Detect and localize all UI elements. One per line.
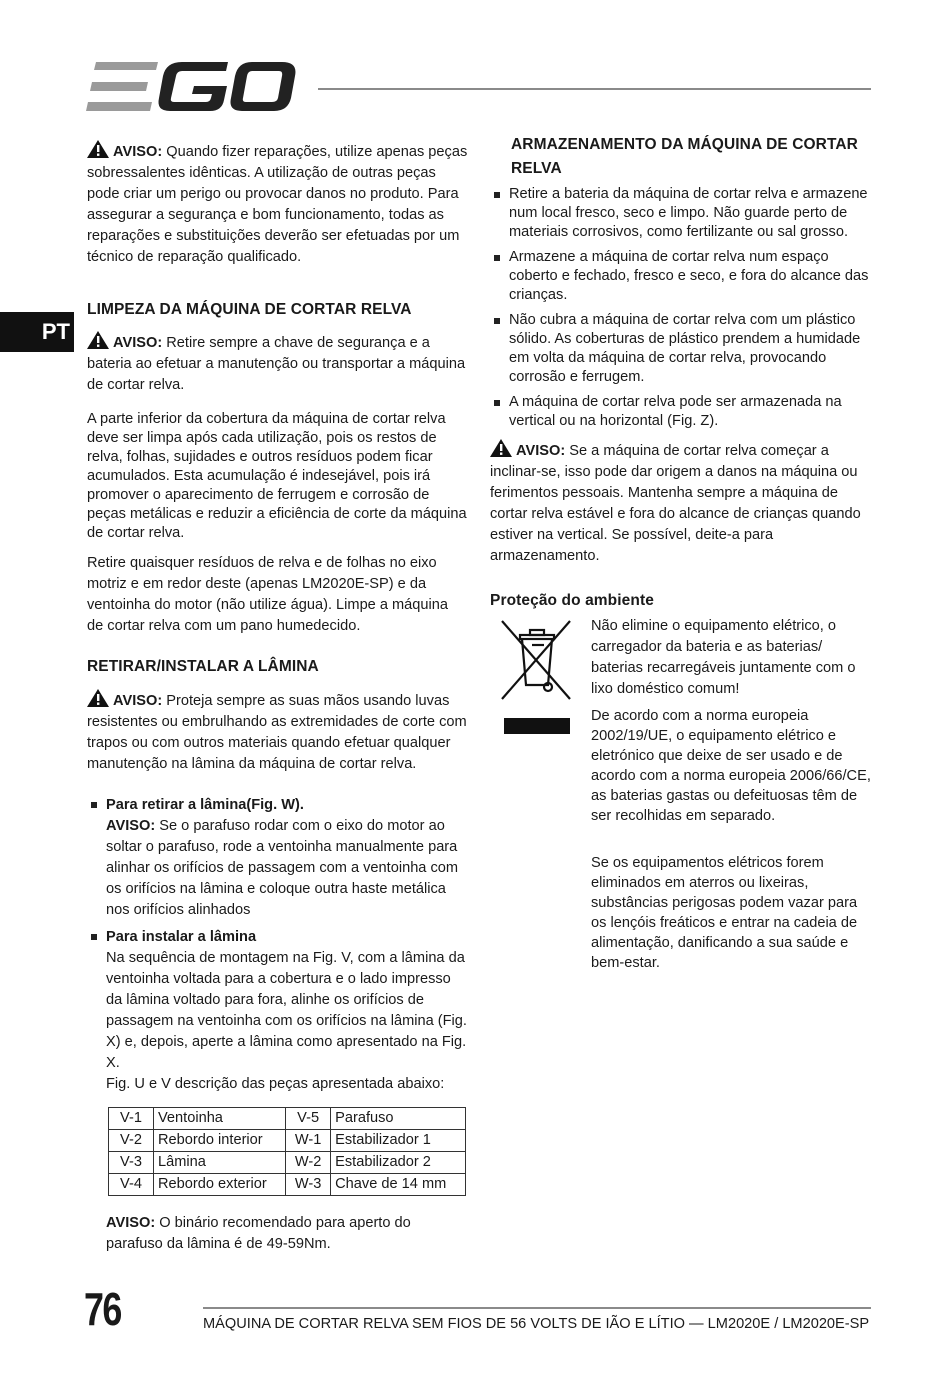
part-name-cell: Rebordo exterior: [154, 1174, 286, 1196]
list-item: A máquina de cortar relva pode ser armazenada na vertical ou na horizontal (Fig. Z).: [490, 393, 872, 431]
right-column: [490, 133, 872, 613]
remove-blade-title: Para retirar a lâmina(Fig. W).: [106, 797, 304, 813]
environment-paragraph-1: Não elimine o equipamento elétrico, o carregador da bateria e as baterias/ baterias recarregáveis juntamente com o lixo doméstico comum!: [591, 618, 856, 697]
warning-triangle-icon: [490, 439, 512, 457]
install-blade-title: Para instalar a lâmina: [106, 929, 257, 945]
cleaning-paragraph-2: Retire quaisquer resíduos de relva e de folhas no eixo motriz e em redor deste (apenas LM2020E-SP) e da ventoinha do motor (não utilize água). Limpe a máquina de cortar relva com um pano humedecido.: [87, 555, 449, 634]
install-blade-text: Na sequência de montagem na Fig. V, com a lâmina da ventoinha voltada para a cobertura e o lado impresso da lâmina voltado para fora, alinhe os orifícios de passagem na ventoinha com os orifícios na lâmina (Fig. X) e, depois, aperte a lâmina como apresentado na Fig. X.: [106, 950, 467, 1071]
warning-label: AVISO:: [106, 1215, 156, 1231]
footer-rule: [203, 1307, 871, 1309]
warning-triangle-icon: [87, 331, 109, 349]
page-number: 76: [84, 1283, 121, 1335]
part-name-cell: Ventoinha: [154, 1108, 286, 1130]
warning-label: AVISO:: [106, 818, 156, 834]
footer-title: MÁQUINA DE CORTAR RELVA SEM FIOS DE 56 VOLTS DE IÃO E LÍTIO — LM2020E / LM2020E-SP: [203, 1316, 870, 1332]
warning-triangle-icon: [87, 689, 109, 707]
section-heading-environment: Proteção do ambiente: [490, 592, 654, 609]
part-code-cell: V-1: [109, 1108, 154, 1130]
environment-paragraph-2: De acordo com a norma europeia 2002/19/UE, o equipamento elétrico e eletrónico que deixe de ser usado e de acordo com a norma europeia 2006/66/CE, as baterias gastas ou defeituosas têm de ser recolhidas em separado.: [591, 708, 871, 824]
list-item-remove-blade: [87, 795, 468, 921]
part-code-cell: V-2: [109, 1130, 154, 1152]
table-row: [109, 1108, 466, 1130]
part-name-cell: Estabilizador 1: [331, 1130, 466, 1152]
part-code-cell: V-4: [109, 1174, 154, 1196]
warning-label: AVISO:: [516, 443, 566, 459]
language-tab: PT: [0, 312, 74, 352]
warning-label: AVISO:: [113, 335, 163, 351]
warning-text: Retire sempre a chave de segurança e a bateria ao efetuar a manutenção ou transportar a máquina de cortar relva.: [87, 335, 466, 393]
parts-table: [108, 1107, 466, 1196]
warning-triangle-icon: [87, 140, 109, 158]
part-code-cell: W-2: [286, 1152, 331, 1174]
warning-label: AVISO:: [113, 693, 163, 709]
part-name-cell: Lâmina: [154, 1152, 286, 1174]
weee-bar: [504, 718, 570, 734]
part-code-cell: W-3: [286, 1174, 331, 1196]
torque-note-text: O binário recomendado para aperto do parafuso da lâmina é de 49-59Nm.: [106, 1215, 411, 1252]
part-name-cell: Chave de 14 mm: [331, 1174, 466, 1196]
part-code-cell: V-3: [109, 1152, 154, 1174]
list-item: Armazene a máquina de cortar relva num espaço coberto e fechado, fresco e seco, e fora do alcance das crianças.: [490, 248, 872, 305]
warning-text: Quando fizer reparações, utilize apenas peças sobressalentes idênticas. A utilização de outras peças pode criar um perigo ou provocar danos no produto. Para assegurar a segurança e bom funcionamento, todas as reparações e substituições deverão ser efetuadas por um técnico de reparação qualificado.: [87, 144, 468, 265]
warning-text: Proteja sempre as suas mãos usando luvas resistentes ou embrulhando as extremidades de corte com trapos ou com outros materiais quando efetuar qualquer manutenção na lâmina da máquina de cortar relva.: [87, 693, 467, 772]
part-code-cell: W-1: [286, 1130, 331, 1152]
warning-repairs: [87, 140, 468, 268]
part-code-cell: V-5: [286, 1108, 331, 1130]
torque-note: [87, 1213, 468, 1255]
ego-logo: [86, 62, 298, 114]
section-heading-blade: RETIRAR/INSTALAR A LÂMINA: [87, 658, 319, 675]
remove-blade-text: [106, 816, 468, 921]
part-name-cell: Parafuso: [331, 1108, 466, 1130]
warning-text: Se a máquina de cortar relva começar a inclinar-se, isso pode dar origem a danos na máquina ou ferimentos pessoais. Mantenha sempre a máquina de cortar relva estável e fora do alcance de crianças quando estiver na vertical. Se possível, deite-a para armazenamento.: [490, 443, 861, 564]
table-row: [109, 1152, 466, 1174]
part-name-cell: Rebordo interior: [154, 1130, 286, 1152]
crossed-out-bin-icon: [500, 619, 572, 701]
left-column: [87, 140, 468, 1255]
part-name-cell: Estabilizador 2: [331, 1152, 466, 1174]
warning-safety-key: [87, 331, 468, 396]
header-rule: [318, 88, 871, 90]
warning-tipping: [490, 439, 872, 567]
section-heading-storage: ARMAZENAMENTO DA MÁQUINA DE CORTAR RELVA: [511, 136, 858, 177]
warning-gloves: [87, 689, 468, 775]
list-item-install-blade: [87, 927, 468, 1095]
list-item: Não cubra a máquina de cortar relva com um plástico sólido. As coberturas de plástico prendem a humidade em volta da máquina de cortar relva, provocando corrosão e ferrugem.: [490, 311, 872, 387]
list-item: Retire a bateria da máquina de cortar relva e armazene num local fresco, seco e limpo. Não guarde perto de materiais corrosivos, como fertilizante ou sal grosso.: [490, 185, 872, 242]
figure-caption: Fig. U e V descrição das peças apresentada abaixo:: [106, 1076, 445, 1092]
table-row: [109, 1130, 466, 1152]
table-row: [109, 1174, 466, 1196]
storage-list: [490, 185, 872, 431]
warning-label: AVISO:: [113, 144, 163, 160]
cleaning-paragraph-1: A parte inferior da cobertura da máquina de cortar relva deve ser limpa após cada utilização, pois os restos de relva, folhas, sujidades e outros resíduos podem ficar acumulados. Esta acumulação é indesejável, pois irá promover o aparecimento de ferrugem e corrosão de peças metálicas e reduzir a eficiência de corte da máquina de cortar relva.: [87, 411, 467, 541]
section-heading-cleaning: LIMPEZA DA MÁQUINA DE CORTAR RELVA: [87, 301, 412, 318]
environment-paragraph-3: Se os equipamentos elétricos forem eliminados em aterros ou lixeiras, substâncias perigosas podem vazar para os lençóis freáticos e entrar na cadeia de alimentação, danificando a sua saúde e bem-estar.: [591, 855, 858, 971]
remove-blade-instructions: Se o parafuso rodar com o eixo do motor ao soltar o parafuso, rode a ventoinha manualmente para alinhar os orifícios de passagem com a ventoinha com os orifícios na lâmina e coloque outra haste metálica nos orifícios alinhados: [106, 818, 459, 918]
